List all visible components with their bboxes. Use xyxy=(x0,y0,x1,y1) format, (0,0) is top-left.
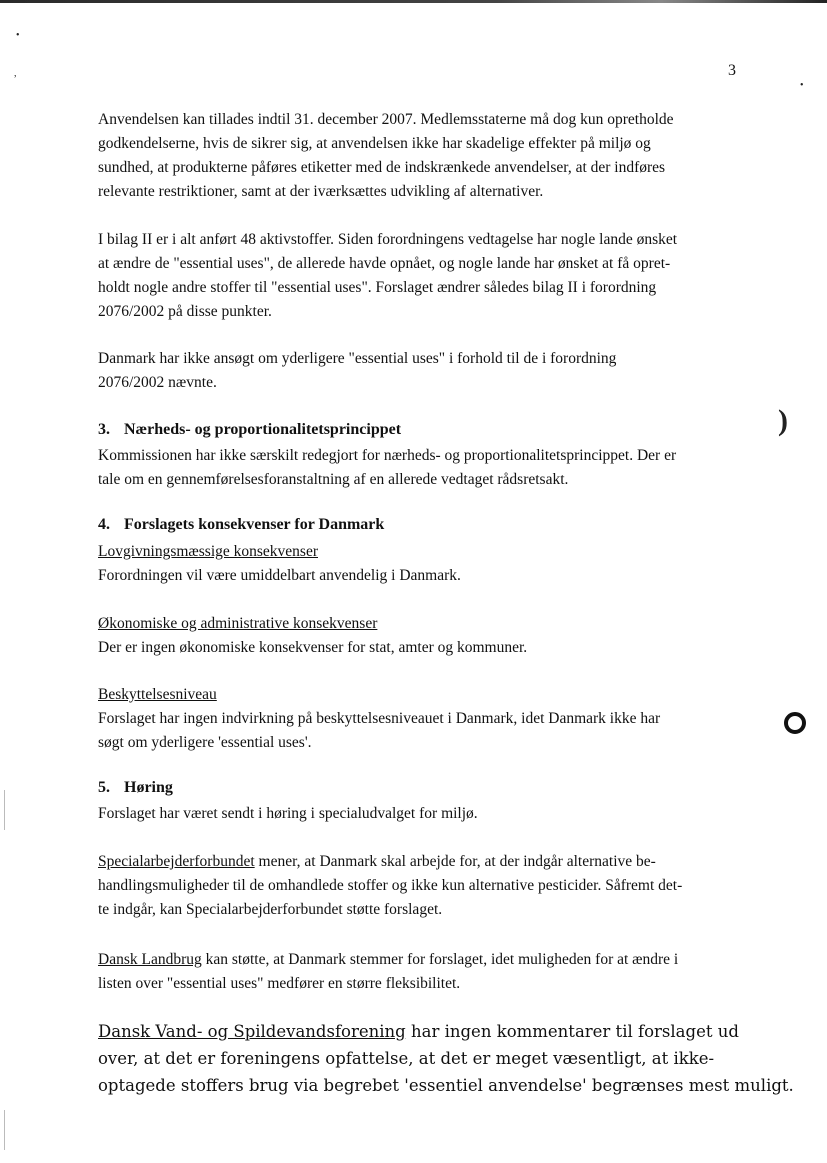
section-title: Høring xyxy=(124,779,173,796)
text-line: tale om en gennemførelsesforanstaltning af en allerede vedtaget rådsretsakt. xyxy=(98,471,569,488)
subsection-title: Beskyttelsesniveau xyxy=(98,686,217,703)
organization-name: Dansk Vand- og Spildevandsforening xyxy=(98,1022,406,1041)
text-line xyxy=(98,1018,748,1045)
section-3-heading xyxy=(98,421,401,439)
text-line: listen over "essential uses" medfører en større fleksibilitet. xyxy=(98,975,461,992)
dansk-landbrug-paragraph xyxy=(98,948,738,996)
section-number: 5. xyxy=(98,779,110,796)
text-line: sundhed, at produkterne påføres etiketter med de indskrænkede anvendelser, at der indføres xyxy=(98,159,666,176)
section-4-economic xyxy=(98,612,738,660)
organization-name: Dansk Landbrug xyxy=(98,951,202,968)
section-title: Forslagets konsekvenser for Danmark xyxy=(124,516,385,533)
text-line: I bilag II er i alt anført 48 aktivstoffer. Siden forordningens vedtagelse har nogle lande ønsket xyxy=(98,231,678,248)
scan-dot-mark: , xyxy=(14,68,17,79)
text-line: Forslaget har været sendt i høring i specialudvalget for miljø. xyxy=(98,805,478,822)
binder-hole-mark xyxy=(784,712,806,734)
page-number: 3 xyxy=(728,62,736,79)
text-line: 2076/2002 på disse punkter. xyxy=(98,303,272,320)
binder-hole-mark: ) xyxy=(778,404,788,437)
text-line: Danmark har ikke ansøgt om yderligere "essential uses" i forhold til de i forordning xyxy=(98,350,617,367)
text-line: Forordningen vil være umiddelbart anvendelig i Danmark. xyxy=(98,567,461,584)
section-4-protection xyxy=(98,683,738,755)
denmark-paragraph xyxy=(98,347,738,395)
text-line: søgt om yderligere 'essential uses'. xyxy=(98,734,312,751)
text-line: Der er ingen økonomiske konsekvenser for stat, amter og kommuner. xyxy=(98,639,528,656)
organization-name: Specialarbejderforbundet xyxy=(98,853,255,870)
subsection-title: Økonomiske og administrative konsekvenser xyxy=(98,615,378,632)
text-line: godkendelserne, hvis de sikrer sig, at anvendelsen ikke har skadelige effekter på miljø og xyxy=(98,135,651,152)
text-line: Anvendelsen kan tillades indtil 31. december 2007. Medlemsstaterne må dog kun opretholde xyxy=(98,111,674,128)
text-line: optagede stoffers brug via begrebet 'essentiel anvendelse' begrænses mest muligt. xyxy=(98,1076,794,1095)
left-margin-line xyxy=(4,1110,5,1150)
text-line: Forslaget har ingen indvirkning på beskyttelsesniveauet i Danmark, idet Danmark ikke har xyxy=(98,710,661,727)
text-line xyxy=(98,850,738,874)
text-line: over, at det er foreningens opfattelse, at det er meget væsentligt, at ikke- xyxy=(98,1049,715,1068)
text-line: relevante restriktioner, samt at der iværksættes udvikling af alternativer. xyxy=(98,183,544,200)
text-line: holdt nogle andre stoffer til "essential uses". Forslaget ændrer således bilag II i forordning xyxy=(98,279,657,296)
text-fragment: mener, at Danmark skal arbejde for, at der indgår alternative be- xyxy=(254,853,656,870)
text-fragment: kan støtte, at Danmark stemmer for forslaget, idet muligheden for at ændre i xyxy=(201,951,679,968)
dansk-vand-paragraph xyxy=(98,1018,794,1099)
text-line: Kommissionen har ikke særskilt redegjort for nærheds- og proportionalitetsprincippet. Der er xyxy=(98,447,677,464)
scan-dot-mark: • xyxy=(800,80,804,91)
intro-paragraph xyxy=(98,108,738,204)
section-title: Nærheds- og proportionalitetsprincippet xyxy=(124,421,402,438)
top-border-rule xyxy=(0,0,827,3)
text-fragment: har ingen kommentarer til forslaget ud xyxy=(405,1022,739,1041)
section-3-body xyxy=(98,444,738,492)
annex-paragraph xyxy=(98,228,738,324)
section-number: 3. xyxy=(98,421,110,438)
text-line: at ændre de "essential uses", de allerede havde opnået, og nogle lande har ønsket at få opret- xyxy=(98,255,671,272)
text-line: 2076/2002 nævnte. xyxy=(98,374,217,391)
section-4-legal xyxy=(98,540,738,588)
scan-dot-mark: • xyxy=(16,30,20,41)
text-line xyxy=(98,948,738,972)
text-line: handlingsmuligheder til de omhandlede stoffer og ikke kun alternative pesticider. Såfremt det- xyxy=(98,877,683,894)
subsection-title: Lovgivningsmæssige konsekvenser xyxy=(98,543,318,560)
left-margin-line xyxy=(4,790,5,830)
section-number: 4. xyxy=(98,516,110,533)
section-5-heading xyxy=(98,779,173,797)
text-line: te indgår, kan Specialarbejderforbundet støtte forslaget. xyxy=(98,901,443,918)
specialarbejderforbundet-paragraph xyxy=(98,850,738,922)
section-4-heading xyxy=(98,516,384,534)
section-5-body xyxy=(98,802,738,826)
